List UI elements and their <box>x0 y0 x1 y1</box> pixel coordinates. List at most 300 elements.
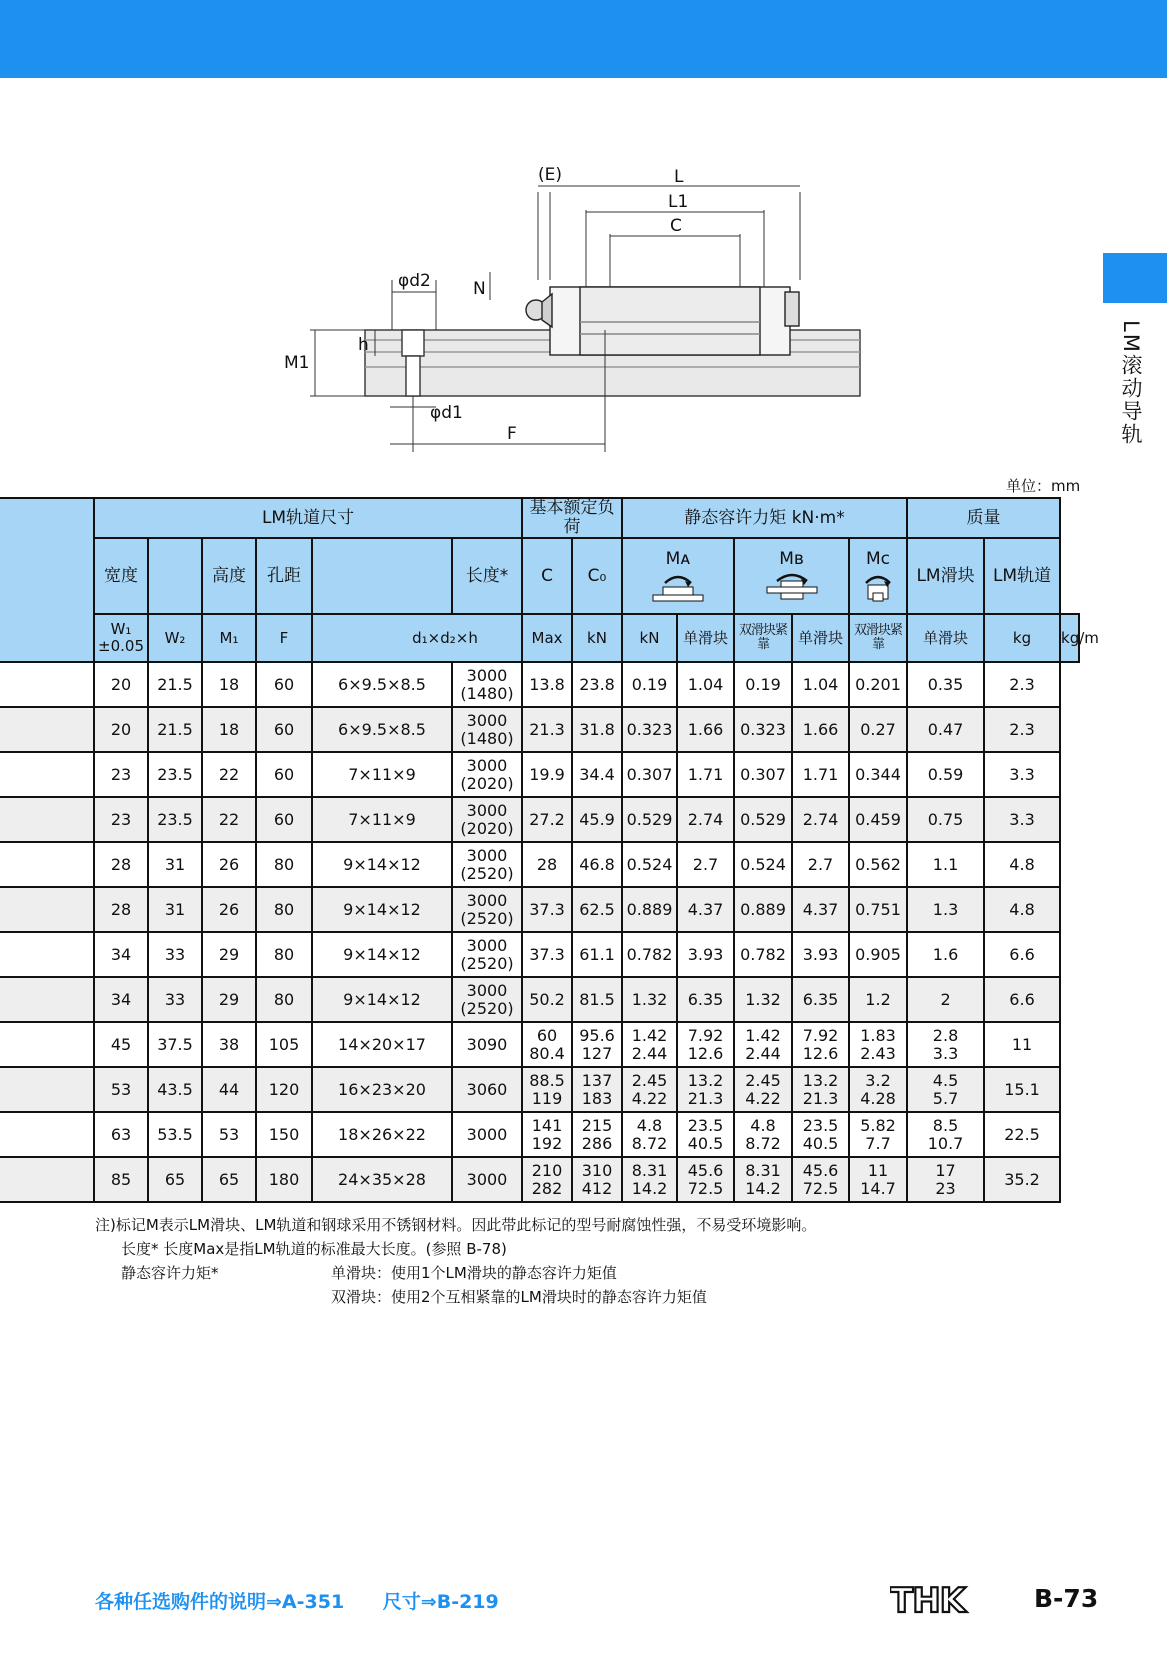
unit-m1: M₁ <box>202 614 256 662</box>
cell-mass_block <box>907 752 984 797</box>
note-line-3 <box>95 1261 816 1285</box>
cell-w1 <box>94 707 148 752</box>
table-row <box>0 1067 1079 1112</box>
value-ma1-b: 2.44 <box>631 1043 668 1063</box>
value-w2: 37.5 <box>157 1034 193 1054</box>
cell-mc <box>849 932 907 977</box>
value-ma2: 6.35 <box>687 989 724 1009</box>
dim-d2: φd2 <box>398 271 431 291</box>
thk-logo <box>890 1582 990 1616</box>
cell-dims <box>312 1022 452 1067</box>
value-c-b: 119 <box>531 1088 563 1108</box>
value-ma2: 4.37 <box>687 899 724 919</box>
cell-w2 <box>148 887 202 932</box>
value-mc-b: 14.7 <box>860 1178 896 1198</box>
value-mb1-b: 8.72 <box>745 1133 781 1153</box>
cell-mass_block <box>907 887 984 932</box>
cell-f <box>256 1157 312 1202</box>
cell-mb2 <box>792 1067 849 1112</box>
cell-ma2 <box>677 662 734 707</box>
cell-ma1 <box>622 752 677 797</box>
cell-c0 <box>572 797 622 842</box>
value-mass-rail: 6.6 <box>1009 989 1035 1009</box>
table-row <box>0 662 1079 707</box>
value-ma1: 0.889 <box>626 899 673 919</box>
cell-mb1 <box>734 752 792 797</box>
value-c0: 31.8 <box>579 719 615 739</box>
value-mb2: 2.7 <box>807 854 834 874</box>
value-ma2-b: 12.6 <box>687 1043 724 1063</box>
value-mass_block: 4.5 <box>932 1070 959 1090</box>
cell-mc <box>849 662 907 707</box>
value-mb1: 0.323 <box>740 719 786 739</box>
value-c0: 95.6 <box>579 1025 615 1045</box>
value-m1: 29 <box>218 989 240 1009</box>
value-c0-b: 412 <box>581 1178 613 1198</box>
cell-mb1 <box>734 1157 792 1202</box>
cell-ma2 <box>677 842 734 887</box>
cell-length <box>452 932 522 977</box>
unit-ma-single: 单滑块 <box>677 614 734 662</box>
cell-ma2 <box>677 1157 734 1202</box>
group-moment: 静态容许力矩 kN·m* <box>622 498 907 538</box>
value-mc: 0.344 <box>855 764 901 784</box>
unit-w1-name: W₁ <box>110 620 132 639</box>
value-c: 37.3 <box>529 944 565 964</box>
value-c: 88.5 <box>529 1070 565 1090</box>
cell-ma2 <box>677 797 734 842</box>
cell-length <box>452 1112 522 1157</box>
cell-w1 <box>94 1022 148 1067</box>
cell-c <box>522 662 572 707</box>
cell-f <box>256 752 312 797</box>
value-mc: 0.459 <box>855 809 901 829</box>
cell-c0 <box>572 842 622 887</box>
cell-m1 <box>202 932 256 977</box>
header-band <box>0 0 1167 78</box>
value-mb1: 1.42 <box>745 1025 781 1045</box>
cell-c <box>522 752 572 797</box>
cell-f <box>256 1067 312 1112</box>
cell-mb2 <box>792 842 849 887</box>
value-mb1: 1.32 <box>745 989 781 1009</box>
value-length-note: (1480) <box>460 683 514 703</box>
yaw-moment-icon <box>765 573 819 603</box>
unit-w1 <box>94 614 148 662</box>
spec-table-body <box>0 662 1079 1202</box>
value-mb1: 0.19 <box>745 674 781 694</box>
dim-m1: M1 <box>284 353 310 373</box>
cell-mc <box>849 707 907 752</box>
cell-w1 <box>94 797 148 842</box>
value-length-note: (2520) <box>460 863 514 883</box>
cell-mc <box>849 842 907 887</box>
cell-c <box>522 797 572 842</box>
cell-m1 <box>202 662 256 707</box>
cell-ma1 <box>622 932 677 977</box>
cell-c0 <box>572 707 622 752</box>
value-ma1: 8.31 <box>631 1160 668 1180</box>
value-mb2: 1.71 <box>802 764 839 784</box>
value-mass-rail: 4.8 <box>1009 899 1035 919</box>
value-mass-rail: 3.3 <box>1009 809 1035 829</box>
value-mb2: 1.66 <box>802 719 839 739</box>
value-mc: 0.905 <box>855 944 901 964</box>
model-cell <box>0 887 94 932</box>
value-ma2: 23.5 <box>687 1115 724 1135</box>
value-ma1: 1.32 <box>631 989 668 1009</box>
cell-c <box>522 1157 572 1202</box>
value-m1: 18 <box>218 674 240 694</box>
label-c: C <box>522 538 572 614</box>
value-ma1: 4.8 <box>636 1115 663 1135</box>
cell-mass_rail <box>984 1022 1060 1067</box>
cell-ma1 <box>622 707 677 752</box>
dimensions-link[interactable]: 尺寸⇒B-219 <box>382 1591 499 1613</box>
value-c0: 137 <box>581 1070 613 1090</box>
value-mass-rail: 11 <box>1011 1034 1033 1054</box>
value-c0: 310 <box>581 1160 613 1180</box>
value-w1: 23 <box>110 764 132 784</box>
cell-f <box>256 707 312 752</box>
cell-mass_block <box>907 977 984 1022</box>
cell-m1 <box>202 707 256 752</box>
value-dims: 7×11×9 <box>348 764 416 784</box>
cell-mb2 <box>792 1022 849 1067</box>
cell-ma2 <box>677 977 734 1022</box>
value-dims: 9×14×12 <box>343 989 421 1009</box>
value-mass_block: 0.47 <box>927 719 964 739</box>
value-c: 19.9 <box>529 764 565 784</box>
cell-w2 <box>148 977 202 1022</box>
cell-mc <box>849 977 907 1022</box>
dim-n: N <box>473 279 486 299</box>
cell-mb2 <box>792 707 849 752</box>
cell-c0 <box>572 662 622 707</box>
cell-w1 <box>94 1067 148 1112</box>
table-row <box>0 1157 1079 1202</box>
value-c0-b: 286 <box>581 1133 613 1153</box>
cell-ma2 <box>677 932 734 977</box>
label-width: 宽度 <box>94 538 148 614</box>
value-dims: 9×14×12 <box>343 944 421 964</box>
value-c-b: 192 <box>531 1133 563 1153</box>
label-rail-mass: LM轨道 <box>984 538 1060 614</box>
value-ma2-b: 72.5 <box>687 1178 724 1198</box>
value-ma1: 0.782 <box>626 944 673 964</box>
value-length-note: (2520) <box>460 998 514 1018</box>
cell-mass_block <box>907 707 984 752</box>
cell-ma2 <box>677 887 734 932</box>
note-line-3-text: 单滑块：使用1个LM滑块的静态容许力矩值 <box>331 1264 617 1282</box>
value-length-note: (2520) <box>460 953 514 973</box>
unit-block-mass: kg <box>984 614 1060 662</box>
unit-mb-single: 单滑块 <box>792 614 849 662</box>
cell-m1 <box>202 842 256 887</box>
cell-ma2 <box>677 1067 734 1112</box>
cell-length <box>452 1022 522 1067</box>
section-tab <box>1103 253 1167 303</box>
cell-c0 <box>572 752 622 797</box>
value-ma1: 0.524 <box>626 854 673 874</box>
value-c0: 34.4 <box>579 764 615 784</box>
value-w1: 45 <box>110 1034 132 1054</box>
table-row <box>0 797 1079 842</box>
cell-length <box>452 1157 522 1202</box>
cell-w2 <box>148 932 202 977</box>
cell-w1 <box>94 1157 148 1202</box>
value-mass-rail: 2.3 <box>1009 674 1035 694</box>
cell-w2 <box>148 797 202 842</box>
cell-mass_rail <box>984 752 1060 797</box>
cell-c <box>522 842 572 887</box>
unit-mc-single: 单滑块 <box>907 614 984 662</box>
note-line-2-text: 长度* 长度Max是指LM轨道的标准最大长度。(参照 B-78) <box>121 1240 507 1258</box>
value-mb1: 4.8 <box>750 1115 776 1135</box>
value-w2: 43.5 <box>157 1079 193 1099</box>
value-w2: 21.5 <box>157 674 193 694</box>
cell-dims <box>312 977 452 1022</box>
value-w1: 23 <box>110 809 132 829</box>
cell-mb1 <box>734 887 792 932</box>
value-dims: 7×11×9 <box>348 809 416 829</box>
cell-mb2 <box>792 1157 849 1202</box>
label-height: 高度 <box>202 538 256 614</box>
value-mass_block: 0.35 <box>927 674 964 694</box>
dim-h: h <box>358 335 369 355</box>
spec-table <box>0 497 1099 1203</box>
cell-mass_block <box>907 1157 984 1202</box>
roll-moment-icon <box>860 573 896 603</box>
cell-c <box>522 977 572 1022</box>
cell-w1 <box>94 932 148 977</box>
cell-ma1 <box>622 1157 677 1202</box>
thk-logo-text: THK <box>890 1582 965 1616</box>
value-w1: 63 <box>110 1124 132 1144</box>
value-f: 60 <box>273 809 295 829</box>
cell-f <box>256 932 312 977</box>
unit-mb-double: 双滑块紧靠 <box>849 614 907 662</box>
value-ma2: 7.92 <box>687 1025 724 1045</box>
cell-f <box>256 1022 312 1067</box>
cell-mb1 <box>734 932 792 977</box>
value-ma2: 45.6 <box>687 1160 724 1180</box>
value-ma1: 2.45 <box>631 1070 668 1090</box>
value-length: 3000 <box>466 800 508 820</box>
cell-length <box>452 887 522 932</box>
value-w1: 28 <box>110 899 132 919</box>
cell-w1 <box>94 752 148 797</box>
dim-c: C <box>670 216 682 236</box>
cell-mb1 <box>734 1067 792 1112</box>
value-c: 50.2 <box>529 989 565 1009</box>
model-cell <box>0 707 94 752</box>
value-ma1-b: 8.72 <box>631 1133 668 1153</box>
cell-mass_rail <box>984 707 1060 752</box>
model-cell <box>0 842 94 887</box>
value-mass_block-b: 10.7 <box>927 1133 964 1153</box>
value-m1: 44 <box>218 1079 240 1099</box>
value-dims: 9×14×12 <box>343 854 421 874</box>
guide-diagram <box>280 162 900 462</box>
model-cell <box>0 977 94 1022</box>
cell-w1 <box>94 1112 148 1157</box>
table-row <box>0 707 1079 752</box>
group-mass: 质量 <box>907 498 1060 538</box>
ma-symbol: Mᴀ <box>665 548 691 569</box>
cell-w2 <box>148 1157 202 1202</box>
value-c0: 61.1 <box>579 944 615 964</box>
cell-w2 <box>148 1112 202 1157</box>
value-dims: 6×9.5×8.5 <box>338 674 426 694</box>
note-line-2 <box>95 1237 816 1261</box>
value-length: 3000 <box>466 890 508 910</box>
cell-dims <box>312 797 452 842</box>
value-c: 21.3 <box>529 719 565 739</box>
value-mb2: 13.2 <box>802 1070 839 1090</box>
unit-w2: W₂ <box>148 614 202 662</box>
value-length-note: (1480) <box>460 728 514 748</box>
value-dims: 16×23×20 <box>338 1079 426 1099</box>
cell-c <box>522 932 572 977</box>
value-c: 141 <box>531 1115 563 1135</box>
unit-f: F <box>256 614 312 662</box>
cell-dims <box>312 1112 452 1157</box>
model-cell <box>0 797 94 842</box>
value-ma1: 0.529 <box>626 809 673 829</box>
value-c: 13.8 <box>529 674 565 694</box>
value-f: 105 <box>268 1034 300 1054</box>
dim-d1: φd1 <box>430 403 463 423</box>
cell-length <box>452 662 522 707</box>
note-line-4 <box>95 1285 816 1309</box>
cell-mass_rail <box>984 1157 1060 1202</box>
value-mb2-b: 21.3 <box>802 1088 839 1108</box>
value-mb1-b: 4.22 <box>745 1088 781 1108</box>
value-w1: 20 <box>110 719 132 739</box>
cell-length <box>452 842 522 887</box>
value-m1: 38 <box>218 1034 240 1054</box>
cell-f <box>256 662 312 707</box>
value-ma2: 1.04 <box>687 674 724 694</box>
cell-mc <box>849 797 907 842</box>
cell-w2 <box>148 707 202 752</box>
cell-c0 <box>572 1157 622 1202</box>
value-ma2-b: 21.3 <box>687 1088 724 1108</box>
value-ma2: 2.74 <box>687 809 724 829</box>
cell-ma1 <box>622 977 677 1022</box>
value-ma1: 0.323 <box>626 719 673 739</box>
value-f: 80 <box>273 854 295 874</box>
cell-mc <box>849 1067 907 1112</box>
unit-c: kN <box>572 614 622 662</box>
value-length: 3000 <box>466 1124 508 1144</box>
value-ma1: 0.19 <box>631 674 668 694</box>
unit-dims <box>312 614 522 662</box>
value-length: 3000 <box>466 935 508 955</box>
cell-mass_block <box>907 842 984 887</box>
value-mc-b: 7.7 <box>865 1133 891 1153</box>
page-number: B-73 <box>1034 1584 1099 1613</box>
label-mc <box>849 538 907 614</box>
value-dims: 9×14×12 <box>343 899 421 919</box>
value-mass-rail: 15.1 <box>1004 1079 1040 1099</box>
value-length: 3060 <box>466 1079 508 1099</box>
value-mc: 0.751 <box>855 899 901 919</box>
value-mass-rail: 3.3 <box>1009 764 1035 784</box>
cell-c <box>522 1112 572 1157</box>
unit-ma-double: 双滑块紧靠 <box>734 614 792 662</box>
mc-symbol: Mᴄ <box>866 548 891 569</box>
model-cell <box>0 1067 94 1112</box>
cell-f <box>256 887 312 932</box>
value-w2: 31 <box>164 854 186 874</box>
cell-mb2 <box>792 662 849 707</box>
cell-mass_rail <box>984 977 1060 1022</box>
cell-mc <box>849 1022 907 1067</box>
value-m1: 65 <box>218 1169 240 1189</box>
value-c: 60 <box>536 1025 558 1045</box>
value-c0: 45.9 <box>579 809 615 829</box>
value-mb1: 0.782 <box>740 944 786 964</box>
cell-mass_block <box>907 1112 984 1157</box>
value-mass_block-b: 23 <box>935 1178 956 1198</box>
value-mb1: 0.889 <box>740 899 786 919</box>
value-mass-rail: 22.5 <box>1004 1124 1040 1144</box>
value-c0: 215 <box>581 1115 613 1135</box>
value-ma1-b: 4.22 <box>631 1088 668 1108</box>
cell-f <box>256 1112 312 1157</box>
value-w1: 85 <box>110 1169 132 1189</box>
cell-c0 <box>572 977 622 1022</box>
label-ma <box>622 538 734 614</box>
cell-ma2 <box>677 707 734 752</box>
value-c0: 23.8 <box>579 674 615 694</box>
value-c-b: 282 <box>531 1178 563 1198</box>
value-mass_block-b: 5.7 <box>932 1088 959 1108</box>
cell-m1 <box>202 1157 256 1202</box>
value-m1: 22 <box>218 809 240 829</box>
value-mass_block-b: 3.3 <box>932 1043 959 1063</box>
cell-c0 <box>572 1022 622 1067</box>
value-f: 150 <box>268 1124 300 1144</box>
value-mb2-b: 40.5 <box>802 1133 839 1153</box>
value-mb1-b: 2.44 <box>745 1043 781 1063</box>
value-mc: 1.2 <box>865 989 891 1009</box>
cell-mass_block <box>907 662 984 707</box>
cell-ma2 <box>677 752 734 797</box>
cell-mb2 <box>792 752 849 797</box>
cell-m1 <box>202 1112 256 1157</box>
cell-c <box>522 887 572 932</box>
value-f: 60 <box>273 674 295 694</box>
cell-dims <box>312 707 452 752</box>
table-row <box>0 932 1079 977</box>
cell-w2 <box>148 1067 202 1112</box>
group-rail: LM轨道尺寸 <box>94 498 522 538</box>
value-mass-rail: 35.2 <box>1004 1169 1040 1189</box>
cell-mass_rail <box>984 887 1060 932</box>
value-mb2-b: 72.5 <box>802 1178 839 1198</box>
table-row <box>0 977 1079 1022</box>
cell-w1 <box>94 662 148 707</box>
table-row <box>0 1022 1079 1067</box>
options-link[interactable]: 各种任选购件的说明⇒A-351 <box>95 1591 345 1613</box>
section-label: LM滚动导轨 <box>1119 320 1143 446</box>
value-mass_block: 0.59 <box>927 764 964 784</box>
cell-mb2 <box>792 932 849 977</box>
cell-c0 <box>572 1067 622 1112</box>
